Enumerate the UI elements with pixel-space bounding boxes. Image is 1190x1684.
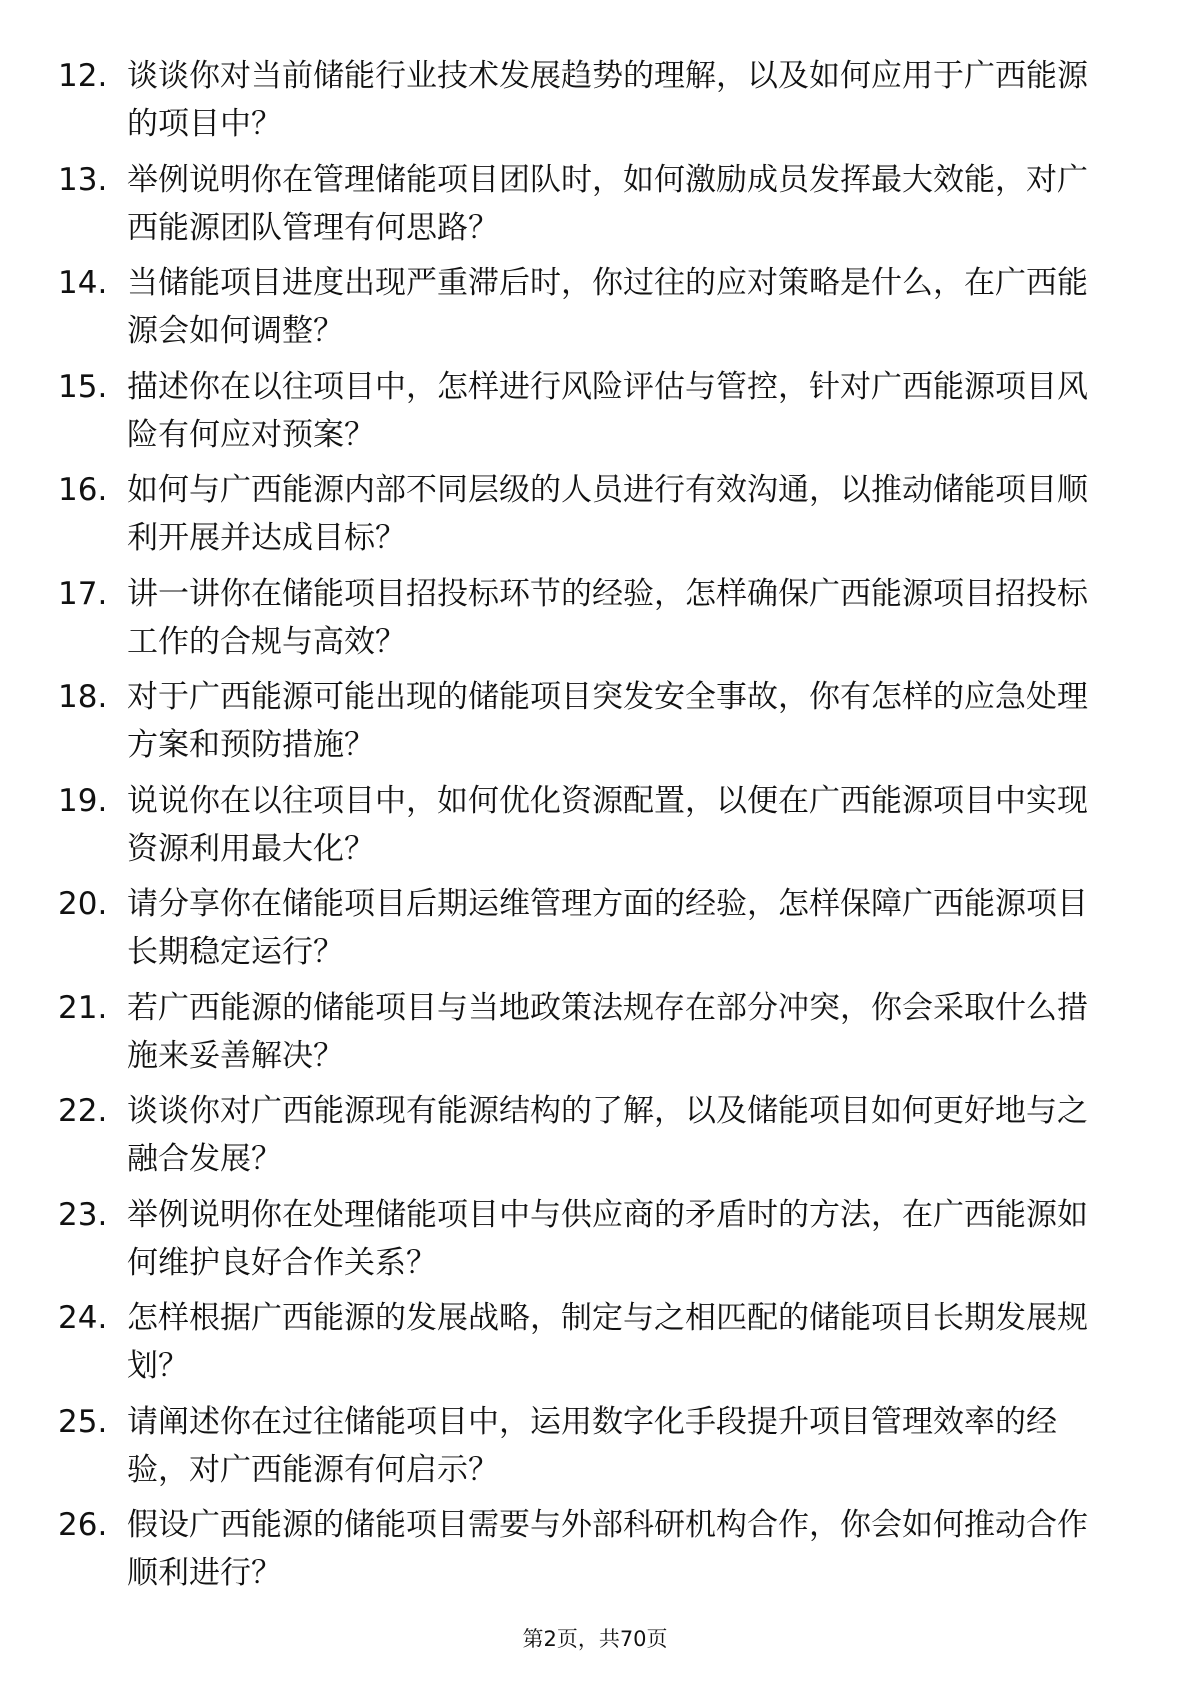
question-text: 说说你在以往项目中，如何优化资源配置，以便在广西能源项目中实现资源利用最大化？ <box>127 782 1088 867</box>
question-number: 17. <box>58 575 108 612</box>
question-number: 20. <box>58 886 108 922</box>
list-item <box>58 259 1118 363</box>
question-number: 25. <box>58 1403 108 1440</box>
question-text: 对于广西能源可能出现的储能项目突发安全事故，你有怎样的应急处理方案和预防措施？ <box>127 679 1088 763</box>
list-item <box>58 1087 1118 1191</box>
question-text: 讲一讲你在储能项目招投标环节的经验，怎样确保广西能源项目招投标工作的合规与高效？ <box>127 575 1088 660</box>
list-item <box>58 777 1118 881</box>
list-item <box>58 673 1118 777</box>
question-number: 15. <box>58 368 108 405</box>
list-item <box>58 466 1118 570</box>
list-item <box>58 880 1118 984</box>
question-text: 举例说明你在处理储能项目中与供应商的矛盾时的方法，在广西能源如何维护良好合作关系？ <box>127 1196 1088 1281</box>
question-number: 14. <box>58 265 108 301</box>
question-number: 24. <box>58 1300 108 1336</box>
question-number: 12. <box>58 58 108 94</box>
question-text: 描述你在以往项目中，怎样进行风险评估与管控，针对广西能源项目风险有何应对预案？ <box>127 368 1088 453</box>
question-text: 怎样根据广西能源的发展战略，制定与之相匹配的储能项目长期发展规划？ <box>127 1300 1088 1384</box>
question-number: 26. <box>58 1507 108 1543</box>
list-item <box>58 52 1118 156</box>
question-text: 假设广西能源的储能项目需要与外部科研机构合作，你会如何推动合作顺利进行？ <box>127 1507 1088 1591</box>
question-number: 13. <box>58 161 108 198</box>
list-item <box>58 156 1118 260</box>
question-number: 19. <box>58 782 108 819</box>
list-item <box>58 984 1118 1088</box>
list-item <box>58 570 1118 674</box>
question-text: 当储能项目进度出现严重滞后时，你过往的应对策略是什么，在广西能源会如何调整？ <box>127 265 1088 349</box>
list-item <box>58 363 1118 467</box>
question-number: 23. <box>58 1196 108 1233</box>
question-text: 谈谈你对广西能源现有能源结构的了解，以及储能项目如何更好地与之融合发展？ <box>127 1093 1088 1177</box>
page-footer: 第2页，共70页 <box>522 1627 668 1651</box>
question-text: 如何与广西能源内部不同层级的人员进行有效沟通，以推动储能项目顺利开展并达成目标？ <box>127 472 1088 556</box>
question-text: 请分享你在储能项目后期运维管理方面的经验，怎样保障广西能源项目长期稳定运行？ <box>127 886 1088 970</box>
list-item <box>58 1191 1118 1295</box>
list-item <box>58 1398 1118 1502</box>
list-item <box>58 1501 1118 1605</box>
question-text: 请阐述你在过往储能项目中，运用数字化手段提升项目管理效率的经验，对广西能源有何启示？ <box>127 1403 1057 1488</box>
question-list <box>58 52 1118 1605</box>
question-number: 18. <box>58 679 108 715</box>
list-item <box>58 1294 1118 1398</box>
question-text: 举例说明你在管理储能项目团队时，如何激励成员发挥最大效能，对广西能源团队管理有何思路？ <box>127 161 1088 246</box>
question-text: 谈谈你对当前储能行业技术发展趋势的理解，以及如何应用于广西能源的项目中？ <box>127 58 1088 142</box>
question-number: 16. <box>58 472 108 508</box>
question-text: 若广西能源的储能项目与当地政策法规存在部分冲突，你会采取什么措施来妥善解决？ <box>127 989 1088 1074</box>
question-number: 22. <box>58 1093 108 1129</box>
question-number: 21. <box>58 989 108 1026</box>
